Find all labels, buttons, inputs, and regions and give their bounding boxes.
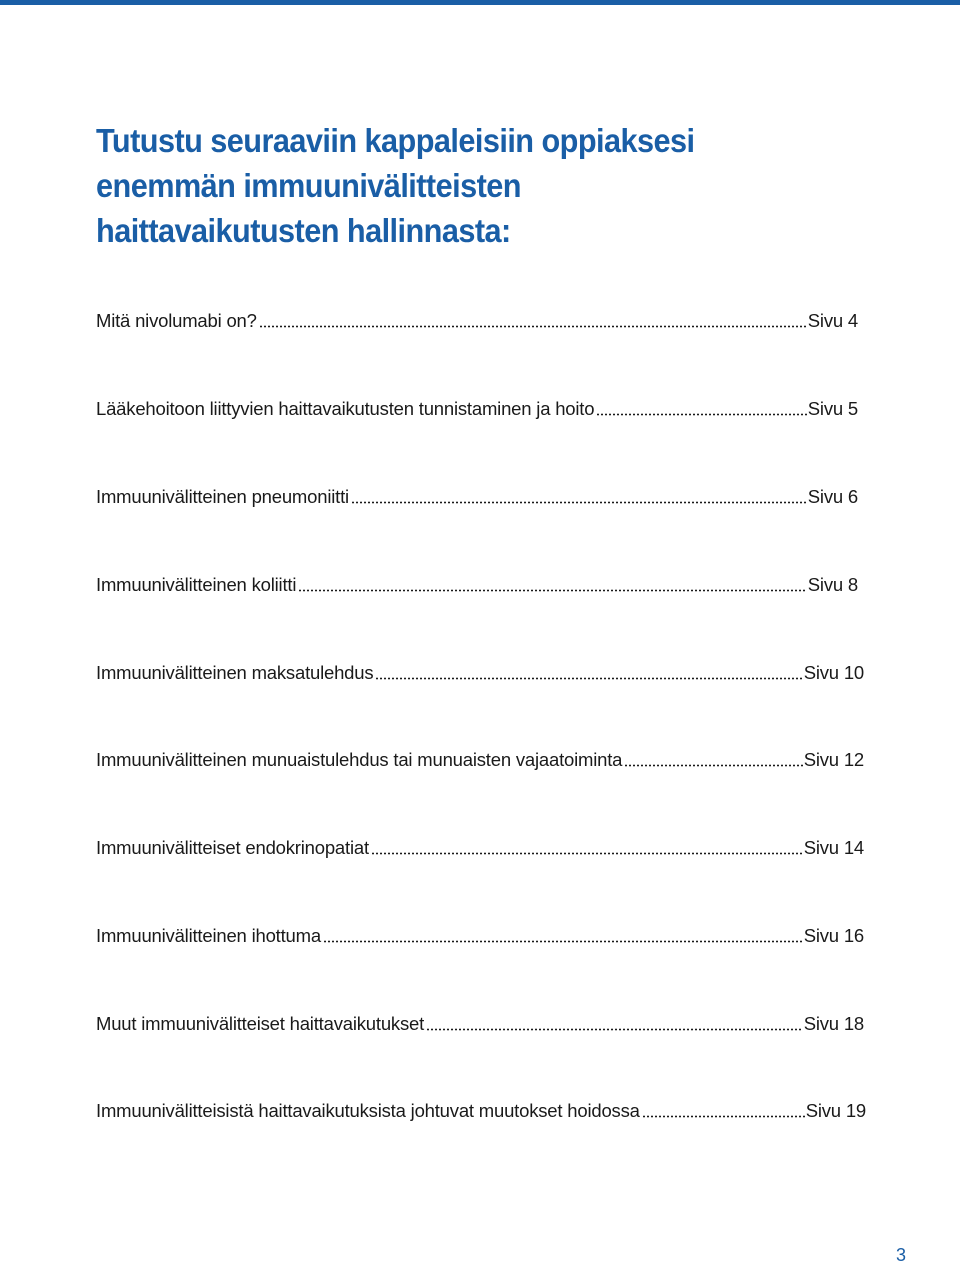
toc-entry-label: Immuunivälitteinen pneumoniitti [96,486,349,507]
toc-entry[interactable] [96,1096,866,1126]
toc-dot-leader [323,929,803,943]
toc-dot-leader [624,753,802,767]
toc-entry[interactable] [96,570,858,600]
toc-entry[interactable] [96,921,864,951]
toc-entry-page: Sivu 18 [803,1013,864,1034]
toc-dot-leader [298,578,807,592]
toc-entry-page: Sivu 4 [807,310,858,331]
toc-dot-leader [596,402,806,416]
toc-entry[interactable] [96,306,858,336]
toc-entry[interactable] [96,482,858,512]
toc-entry-label: Immuunivälitteinen maksatulehdus [96,662,374,683]
toc-entry[interactable] [96,394,858,424]
toc-entry-label: Muut immuunivälitteiset haittavaikutukset [96,1013,425,1034]
toc-entry-label: Immuunivälitteinen ihottuma [96,925,321,946]
toc-dot-leader [426,1017,803,1031]
toc-entry[interactable] [96,745,864,775]
toc-entry-page: Sivu 14 [803,837,864,858]
toc-dot-leader [375,666,802,680]
page-number: 3 [895,1245,906,1265]
toc-entry[interactable] [96,833,864,863]
toc-entry-label: Mitä nivolumabi on? [96,310,257,331]
toc-entry-label: Immuunivälitteisistä haittavaikutuksista johtuvat muutokset hoidossa [96,1100,640,1121]
toc-entry[interactable] [96,658,864,688]
toc-entry-label: Lääkehoitoon liittyvien haittavaikutusten tunnistaminen ja hoito [96,398,595,419]
toc-entry-page: Sivu 19 [805,1100,866,1121]
toc-entry-page: Sivu 8 [807,574,858,595]
page-title [96,118,784,253]
top-accent-bar [0,0,960,5]
toc-entry-page: Sivu 10 [803,662,864,683]
toc-entry-page: Sivu 12 [803,749,864,770]
title-line: enemmän immuunivälitteisten [96,167,521,204]
toc-dot-leader [259,314,807,328]
toc-entry-label: Immuunivälitteinen koliitti [96,574,297,595]
toc-dot-leader [351,490,807,504]
toc-entry-page: Sivu 16 [803,925,864,946]
toc-dot-leader [371,841,803,855]
toc-entry-page: Sivu 6 [807,486,858,507]
title-line: haittavaikutusten hallinnasta: [96,212,511,249]
title-line: Tutustu seuraaviin kappaleisiin oppiaksesi [96,122,695,159]
toc-dot-leader [642,1104,805,1118]
toc-entry[interactable] [96,1009,864,1039]
toc-entry-label: Immuunivälitteiset endokrinopatiat [96,837,369,858]
toc-entry-page: Sivu 5 [807,398,858,419]
toc-entry-label: Immuunivälitteinen munuaistulehdus tai munuaisten vajaatoiminta [96,749,623,770]
